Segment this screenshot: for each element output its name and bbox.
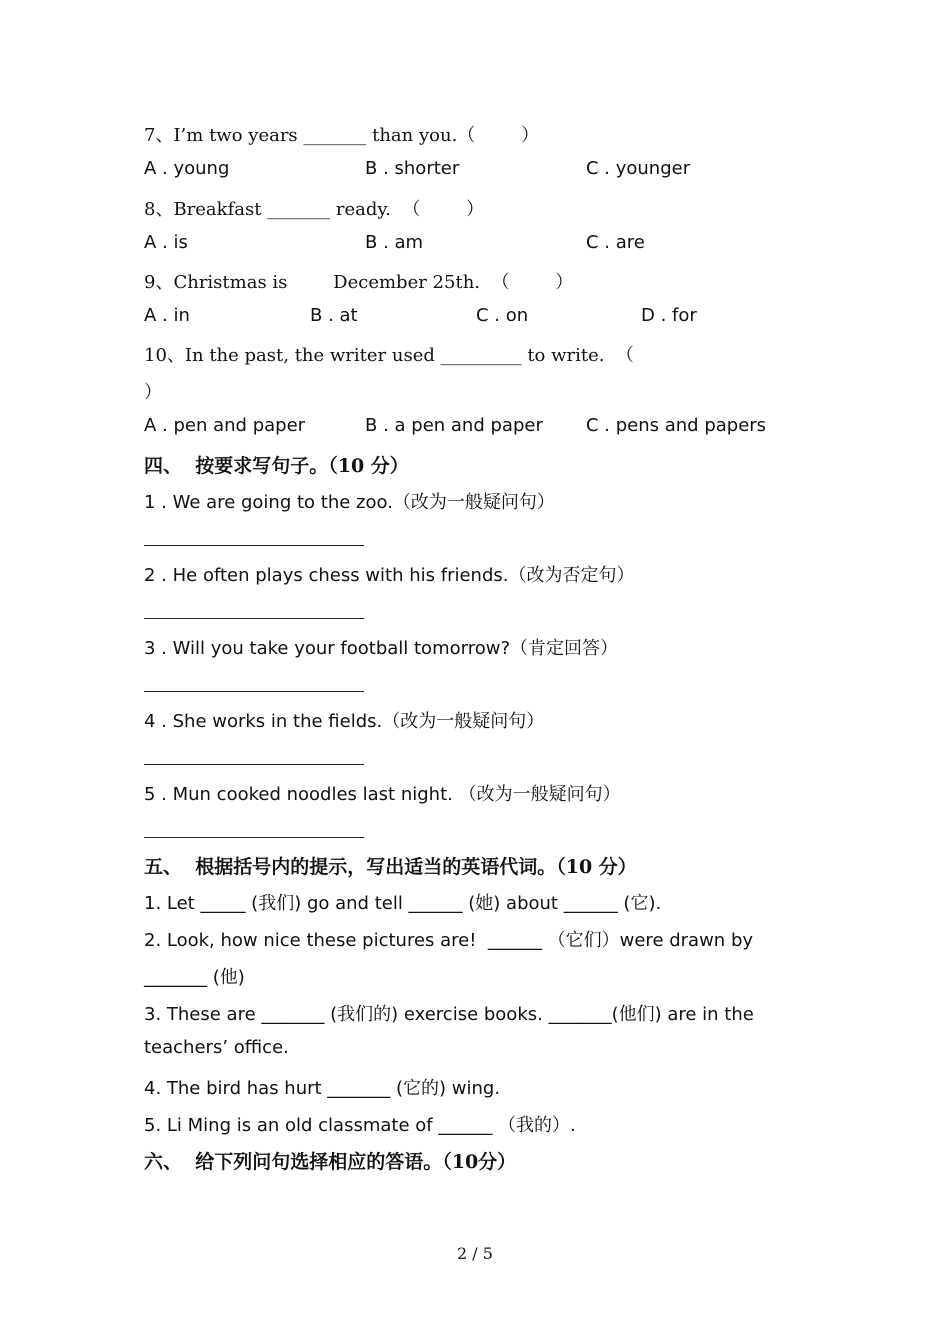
section-4-item-5: 5 . Mun cooked noodles last night. （改为一般疑问句） xyxy=(144,784,621,805)
section-5-line-5: teachers’ office. xyxy=(144,1037,289,1058)
section-4-item-1: 1 . We are going to the zoo.（改为一般疑问句） xyxy=(144,492,555,513)
answer-line-1 xyxy=(144,545,364,546)
section-5-line-7: 5. Li Ming is an old classmate of ______ （我的）. xyxy=(144,1115,576,1136)
question-7-option-c: C . younger xyxy=(586,158,691,179)
question-9-option-b: B . at xyxy=(310,305,358,326)
section-4-title: 四、 按要求写句子。（10 分） xyxy=(144,455,409,477)
question-7-stem: 7、I’m two years _______ than you.（ ） xyxy=(144,125,540,146)
section-5-line-1: 1. Let _____ (我们) go and tell ______ (她) about ______ (它). xyxy=(144,893,662,914)
question-7-option-a: A . young xyxy=(144,158,230,179)
question-9-option-c: C . on xyxy=(476,305,529,326)
section-6-title: 六、 给下列问句选择相应的答语。（10分） xyxy=(144,1151,517,1173)
question-9-option-d: D . for xyxy=(641,305,697,326)
question-10-option-b: B . a pen and paper xyxy=(365,415,543,436)
section-4-item-3: 3 . Will you take your football tomorrow?（肯定回答） xyxy=(144,638,618,659)
question-10-stem-continued: ） xyxy=(144,382,162,403)
section-5-line-4: 3. These are _______ (我们的) exercise books. _______(他们) are in the xyxy=(144,1004,754,1025)
question-10-stem: 10、In the past, the writer used _________ to write. （ xyxy=(144,345,634,366)
answer-line-4 xyxy=(144,764,364,765)
page-number: 2 / 5 xyxy=(457,1244,493,1263)
question-10-option-a: A . pen and paper xyxy=(144,415,306,436)
question-9-option-a: A . in xyxy=(144,305,190,326)
question-9-stem: 9、Christmas is December 25th. （ ） xyxy=(144,272,574,293)
answer-line-2 xyxy=(144,618,364,619)
answer-line-3 xyxy=(144,691,364,692)
question-8-option-b: B . am xyxy=(365,232,424,253)
section-5-title: 五、 根据括号内的提示，写出适当的英语代词。（10 分） xyxy=(144,856,637,878)
question-8-option-a: A . is xyxy=(144,232,188,253)
section-5-line-2: 2. Look, how nice these pictures are! ______ （它们）were drawn by xyxy=(144,930,754,951)
section-4-item-4: 4 . She works in the fields.（改为一般疑问句） xyxy=(144,711,545,732)
section-5-line-3: _______ (他) xyxy=(144,967,245,988)
question-7-option-b: B . shorter xyxy=(365,158,460,179)
question-10-option-c: C . pens and papers xyxy=(586,415,767,436)
answer-line-5 xyxy=(144,837,364,838)
question-8-option-c: C . are xyxy=(586,232,645,253)
section-4-item-2: 2 . He often plays chess with his friends.（改为否定句） xyxy=(144,565,635,586)
question-8-stem: 8、Breakfast _______ ready. （ ） xyxy=(144,199,485,220)
section-5-line-6: 4. The bird has hurt _______ (它的) wing. xyxy=(144,1078,501,1099)
